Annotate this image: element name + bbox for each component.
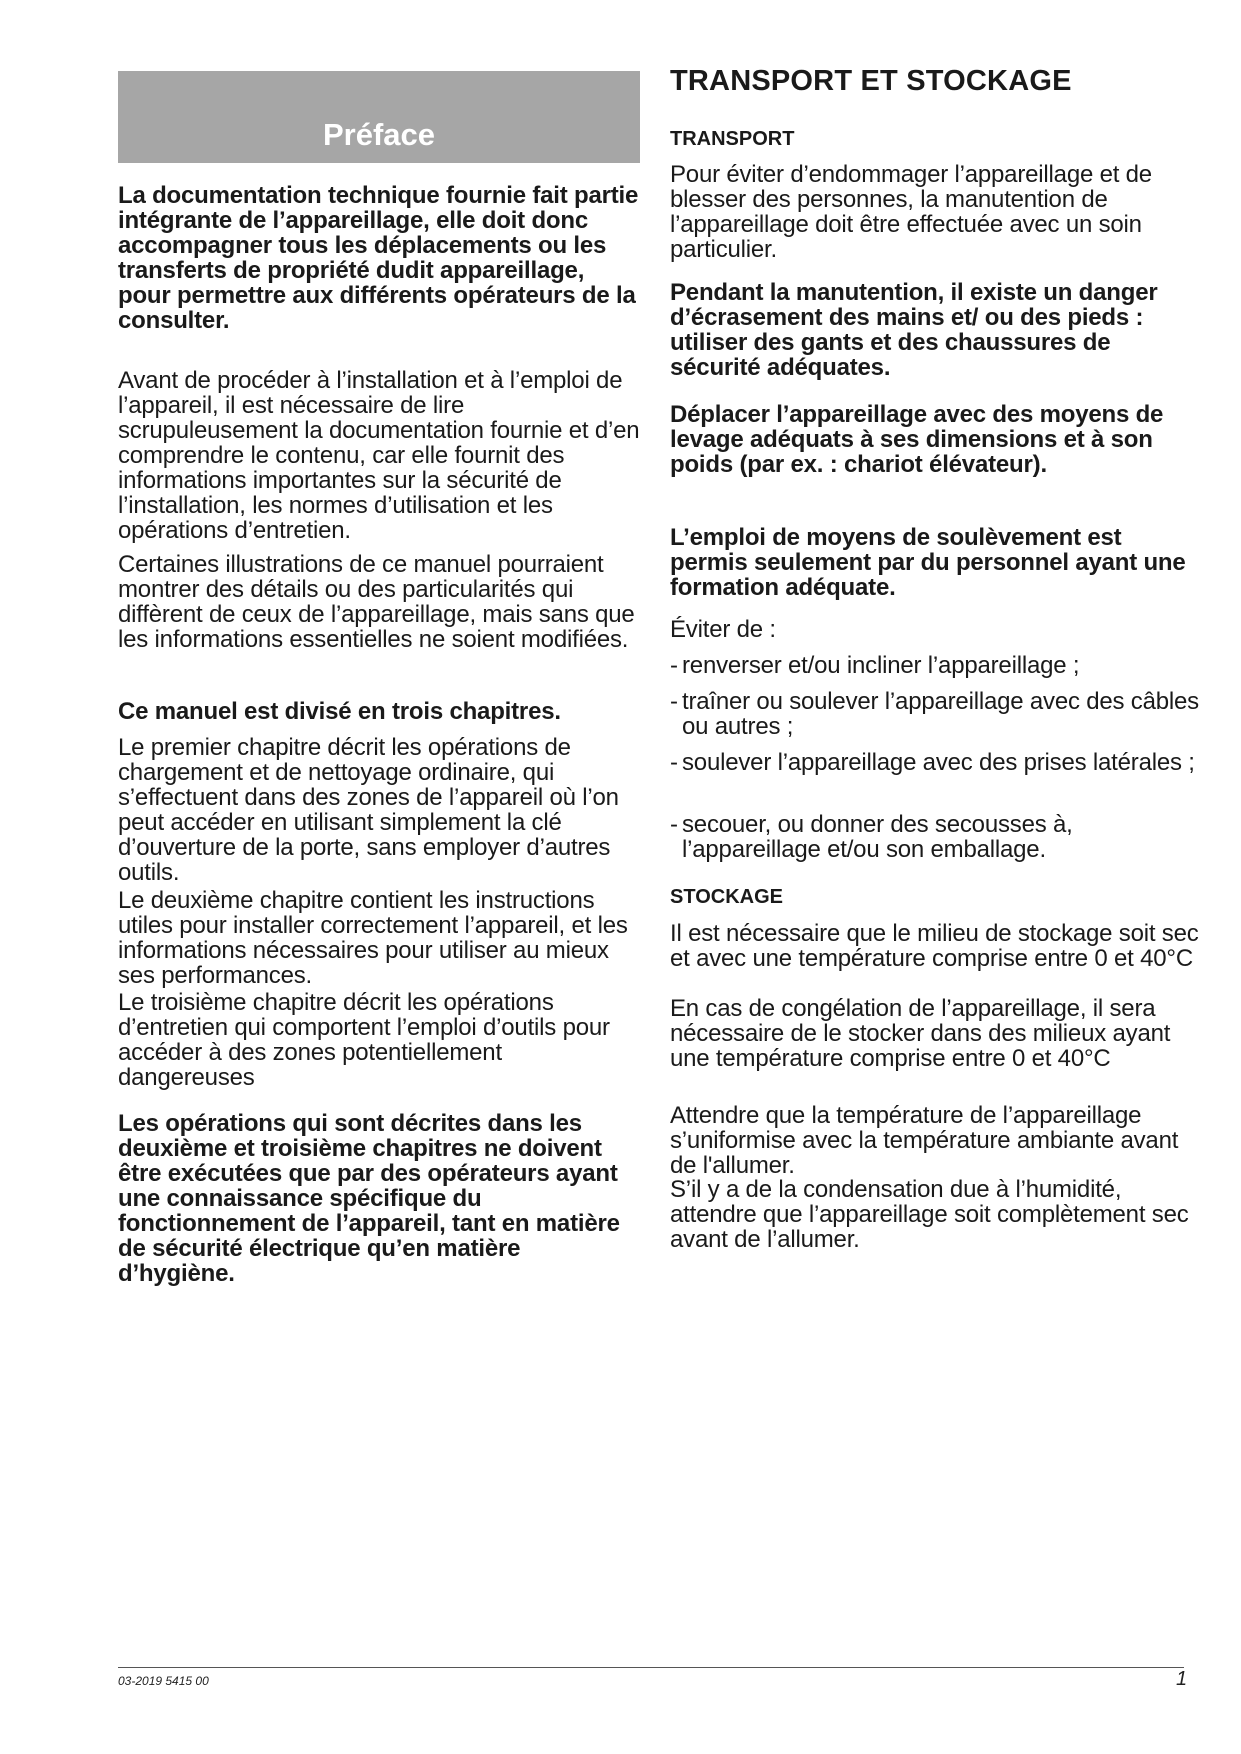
footer-divider — [118, 1667, 1184, 1668]
lifting-instruction: Déplacer l’appareillage avec des moyens de levage adéquats à ses dimensions et à son poids (par ex. : chariot élévateur). — [670, 401, 1164, 478]
section-title: TRANSPORT ET STOCKAGE — [670, 65, 1072, 97]
list-item: - soulever l’appareillage avec des prises latérales ; — [670, 749, 1195, 776]
document-code: 03-2019 5415 00 — [118, 1674, 209, 1688]
paragraph-chapter-two: Le deuxième chapitre contient les instructions utiles pour installer correctement l’appareil, et les informations nécessaires pour utiliser au mieux ses performances. — [118, 887, 628, 989]
avoid-intro: Éviter de : — [670, 616, 776, 643]
list-item: - traîner ou soulever l’appareillage avec des câbles ou autres ; — [670, 688, 1199, 740]
storage-paragraph-temperature: Attendre que la température de l’appareillage s’uniformise avec la température ambiante avant de l'allumer. — [670, 1102, 1179, 1179]
list-item: - renverser et/ou incliner l’appareillage ; — [670, 652, 1080, 679]
storage-paragraph-dry: Il est nécessaire que le milieu de stockage soit sec et avec une température comprise entre 0 et 40°C — [670, 920, 1199, 972]
page-number: 1 — [1176, 1668, 1188, 1690]
paragraph-chapter-one: Le premier chapitre décrit les opérations de chargement et de nettoyage ordinaire, qui s’effectuent dans des zones de l’appareil où l’on peut accéder en utilisant simplement la clé d’ouverture de la porte, sans employer d’autres outils. — [118, 734, 619, 886]
preface-title-band — [118, 71, 640, 163]
handling-warning: Pendant la manutention, il existe un danger d’écrasement des mains et/ ou des pieds : utiliser des gants et des chaussures de sécurité adéquates. — [670, 279, 1158, 381]
list-item: - secouer, ou donner des secousses à, l’appareillage et/ou son emballage. — [670, 811, 1073, 863]
warning-bold-paragraph: Les opérations qui sont décrites dans les deuxième et troisième chapitres ne doivent être exécutées que par des opérateurs ayant une connaissance spécifique du fonctionnement de l’appareil, tant en matière de sécurité électrique qu’en matière d’hygiène. — [118, 1110, 620, 1287]
transport-paragraph: Pour éviter d’endommager l’appareillage et de blesser des personnes, la manutention de l’appareillage doit être effectuée avec un soin particulier. — [670, 161, 1152, 263]
paragraph-illustrations: Certaines illustrations de ce manuel pourraient montrer des détails ou des particularités qui diffèrent de ceux de l’appareillage, mais sans que les informations essentielles ne soient modifiées. — [118, 551, 635, 653]
chapters-heading: Ce manuel est divisé en trois chapitres. — [118, 698, 561, 725]
storage-paragraph-condensation: S’il y a de la condensation due à l’humidité, attendre que l’appareillage soit complètement sec avant de l’allumer. — [670, 1176, 1189, 1253]
storage-paragraph-freezing: En cas de congélation de l’appareillage, il sera nécessaire de le stocker dans des milieux ayant une température comprise entre 0 et 40°C — [670, 995, 1171, 1072]
qualified-personnel-warning: L’emploi de moyens de soulèvement est permis seulement par du personnel ayant une formation adéquate. — [670, 524, 1186, 601]
paragraph-chapter-three: Le troisième chapitre décrit les opérations d’entretien qui comportent l’emploi d’outils pour accéder à des zones potentiellement dangereuses — [118, 989, 610, 1091]
transport-heading: TRANSPORT — [670, 128, 795, 150]
intro-bold-paragraph: La documentation technique fournie fait partie intégrante de l’appareillage, elle doit donc accompagner tous les déplacements ou les transferts de propriété dudit appareillage, pour permettre aux différents opérateurs de la consulter. — [118, 182, 639, 334]
paragraph-installation: Avant de procéder à l’installation et à l’emploi de l’appareil, il est nécessaire de lire scrupuleusement la documentation fournie et d’en comprendre le contenu, car elle fournit des informations importantes sur la sécurité de l’installation, les normes d’utilisation et les opérations d’entretien. — [118, 367, 640, 544]
storage-heading: STOCKAGE — [670, 886, 783, 908]
preface-title: Préface — [322, 117, 436, 152]
